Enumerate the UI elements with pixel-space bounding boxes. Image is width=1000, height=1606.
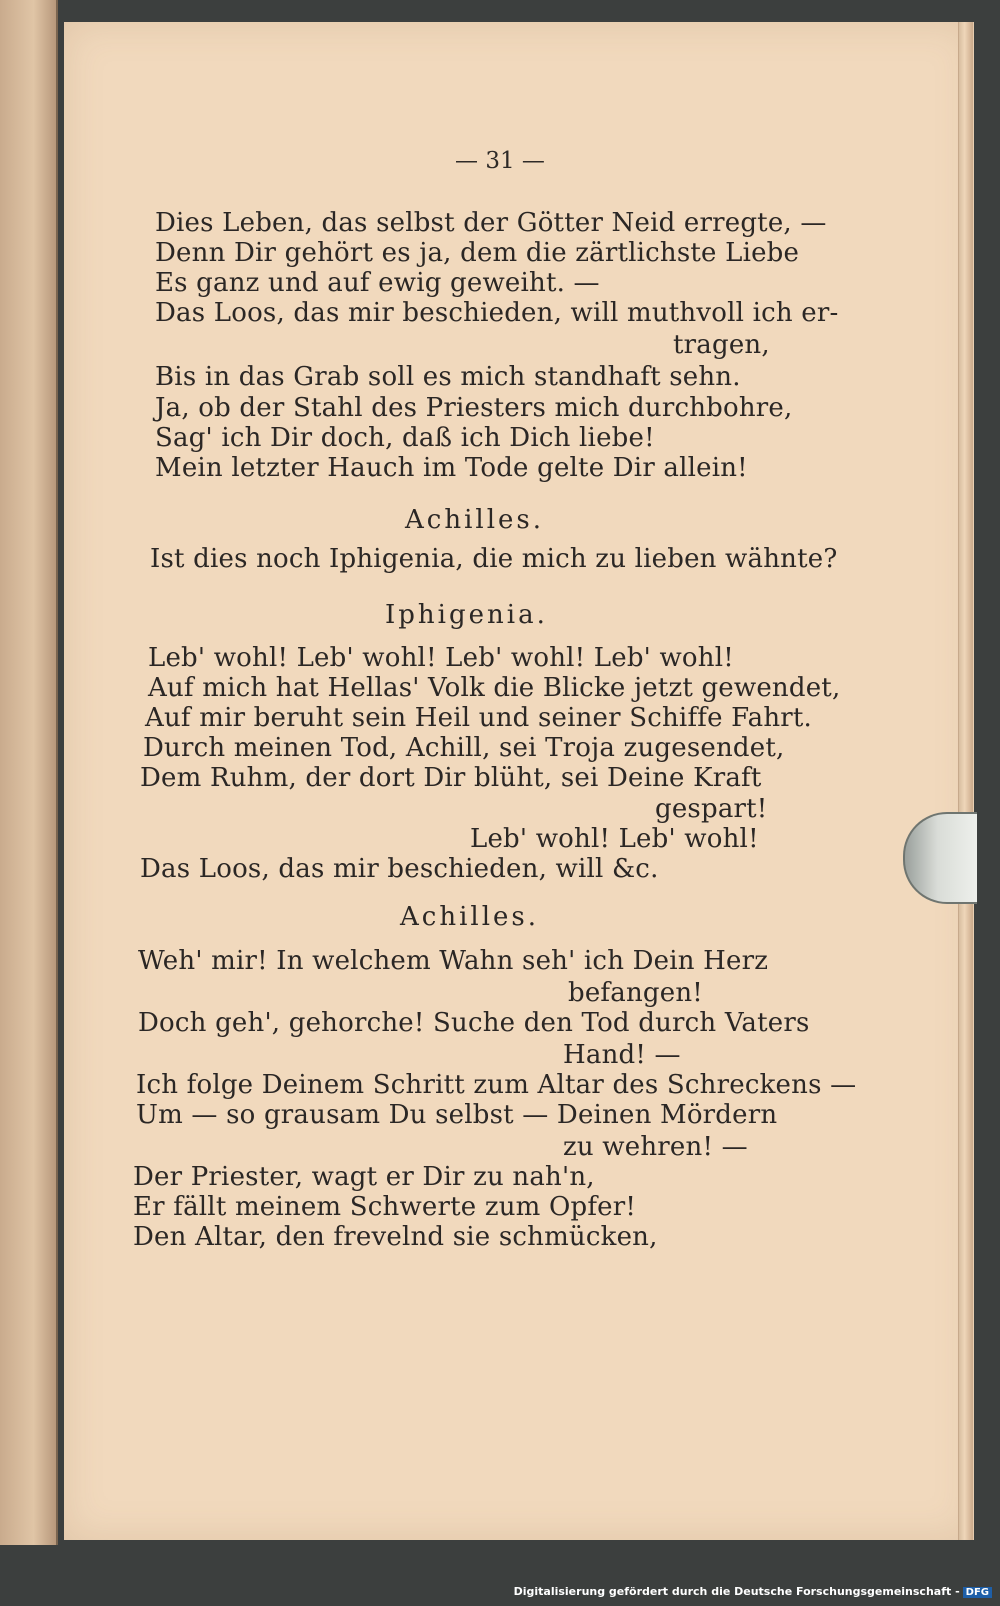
dfg-logo: DFG (963, 1587, 992, 1598)
verse-line: Bis in das Grab soll es mich standhaft sehn. (155, 362, 741, 392)
verse-line: Ich folge Deinem Schritt zum Altar des Schreckens — (136, 1070, 857, 1100)
verse-line: Auf mir beruht sein Heil und seiner Schiffe Fahrt. (145, 703, 813, 733)
verse-line: Sag' ich Dir doch, daß ich Dich liebe! (155, 423, 655, 453)
speaker-name: Iphigenia. (385, 600, 548, 630)
speaker-name: Achilles. (400, 902, 540, 932)
verse-line: Hand! — (563, 1040, 681, 1070)
verse-line: Ist dies noch Iphigenia, die mich zu lieben wähnte? (150, 544, 838, 574)
verse-line: Es ganz und auf ewig geweiht. — (155, 268, 600, 298)
verse-line: Den Altar, den frevelnd sie schmücken, (133, 1222, 658, 1252)
footer-credit (514, 1585, 992, 1598)
verse-line: Weh' mir! In welchem Wahn seh' ich Dein Herz (138, 946, 769, 976)
verse-line: gespart! (655, 794, 768, 824)
verse-line: Das Loos, das mir beschieden, will &c. (140, 854, 659, 884)
verse-line: Dem Ruhm, der dort Dir blüht, sei Deine Kraft (140, 763, 762, 793)
bookmark-tab (903, 812, 977, 904)
verse-line: Der Priester, wagt er Dir zu nah'n, (133, 1162, 595, 1192)
verse-line: Dies Leben, das selbst der Götter Neid erregte, — (155, 208, 827, 238)
verse-line: Auf mich hat Hellas' Volk die Blicke jetzt gewendet, (148, 673, 841, 703)
verse-line: Denn Dir gehört es ja, dem die zärtlichste Liebe (155, 238, 800, 268)
verse-line: Durch meinen Tod, Achill, sei Troja zugesendet, (143, 733, 785, 763)
verse-line: Leb' wohl! Leb' wohl! (470, 824, 759, 854)
verse-line: Mein letzter Hauch im Tode gelte Dir allein! (155, 453, 748, 483)
page-edge (958, 22, 973, 1540)
page-number: — 31 — (455, 148, 545, 174)
verse-line: Er fällt meinem Schwerte zum Opfer! (133, 1192, 637, 1222)
verse-line: befangen! (568, 978, 703, 1008)
verse-line: Doch geh', gehorche! Suche den Tod durch Vaters (138, 1008, 810, 1038)
facing-page-edge (0, 0, 58, 1545)
speaker-name: Achilles. (405, 505, 545, 535)
footer-text: Digitalisierung gefördert durch die Deutsche Forschungsgemeinschaft - (513, 1585, 960, 1598)
verse-line: Das Loos, das mir beschieden, will muthvoll ich er- (155, 298, 839, 328)
verse-line: Ja, ob der Stahl des Priesters mich durchbohre, (155, 393, 793, 423)
verse-line: Leb' wohl! Leb' wohl! Leb' wohl! Leb' wohl! (148, 643, 734, 673)
verse-line: zu wehren! — (563, 1132, 748, 1162)
verse-line: Um — so grausam Du selbst — Deinen Mördern (136, 1100, 778, 1130)
verse-line: tragen, (673, 330, 770, 360)
